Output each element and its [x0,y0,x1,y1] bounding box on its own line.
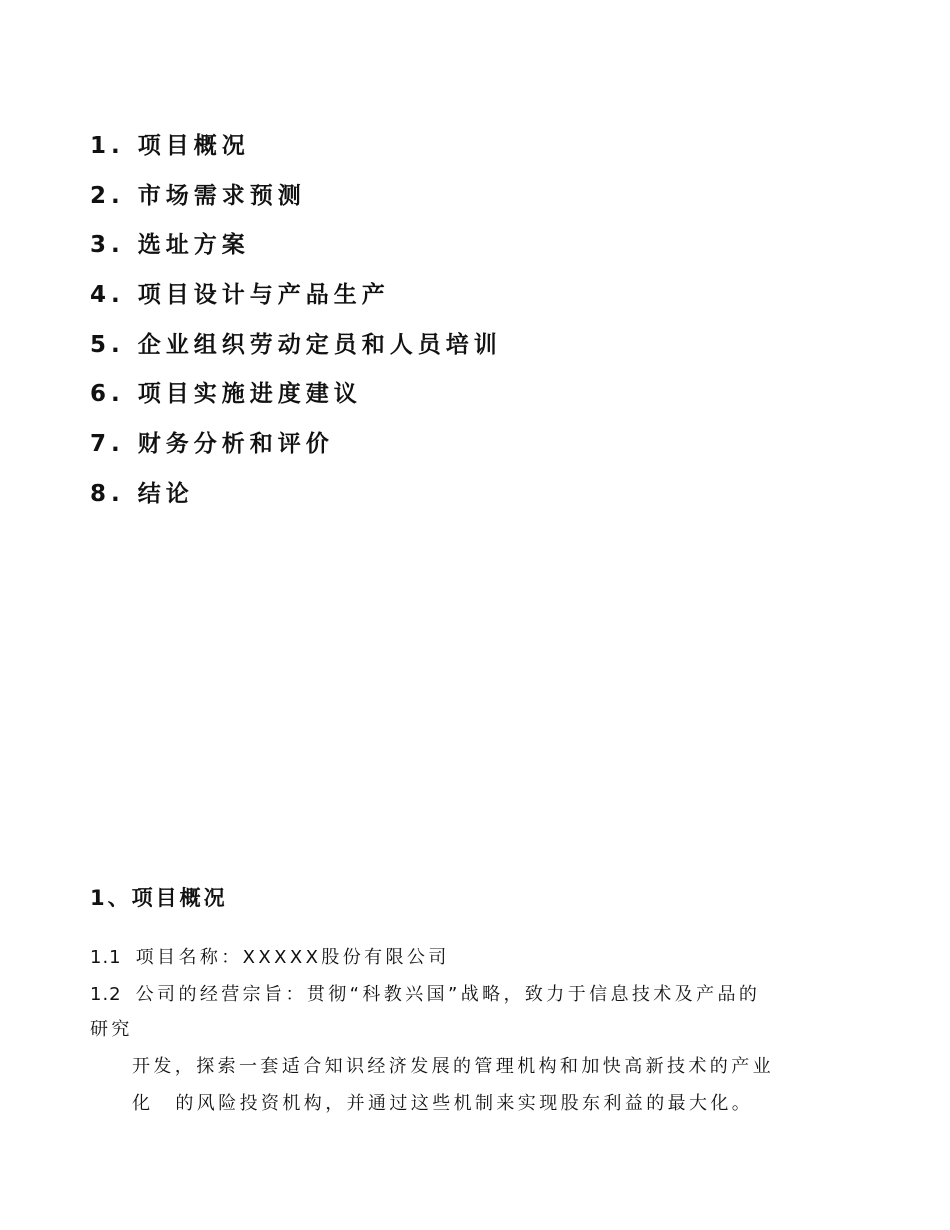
table-of-contents [90,126,502,524]
toc-item-3: 3. 选址方案 [90,232,250,259]
mission-text-line-4b: 的风险投资机构，并通过这些机制来实现股东利益的最大化。 [175,1093,754,1114]
paragraph-mission-line-1 [90,977,760,1013]
paragraph-mission-line-3: 开发，探索一套适合知识经济发展的管理机构和加快高新技术的产业 [132,1056,774,1077]
toc-item-6: 6. 项目实施进度建议 [90,381,362,408]
paragraph-project-name [90,940,450,976]
paragraph-mission-line-4 [132,1086,753,1122]
item-number: 1.2 [90,984,122,1005]
paragraph-mission-line-2: 研究 [90,1019,133,1040]
item-number: 1.1 [90,947,122,968]
mission-text-line-1: 公司的经营宗旨：贯彻“科教兴国”战略，致力于信息技术及产品的 [135,984,761,1005]
toc-item-2: 2. 市场需求预测 [90,182,306,209]
section-heading: 1、项目概况 [90,886,228,910]
project-name-text: 项目名称：XXXXX股份有限公司 [135,947,450,968]
toc-item-1: 1. 项目概况 [90,133,250,159]
mission-text-line-4a: 化 [132,1093,154,1114]
toc-item-5: 5. 企业组织劳动定员和人员培训 [90,331,502,358]
toc-item-7: 7. 财务分析和评价 [90,431,334,458]
toc-item-8: 8. 结论 [90,480,194,507]
toc-item-4: 4. 项目设计与产品生产 [90,282,390,309]
